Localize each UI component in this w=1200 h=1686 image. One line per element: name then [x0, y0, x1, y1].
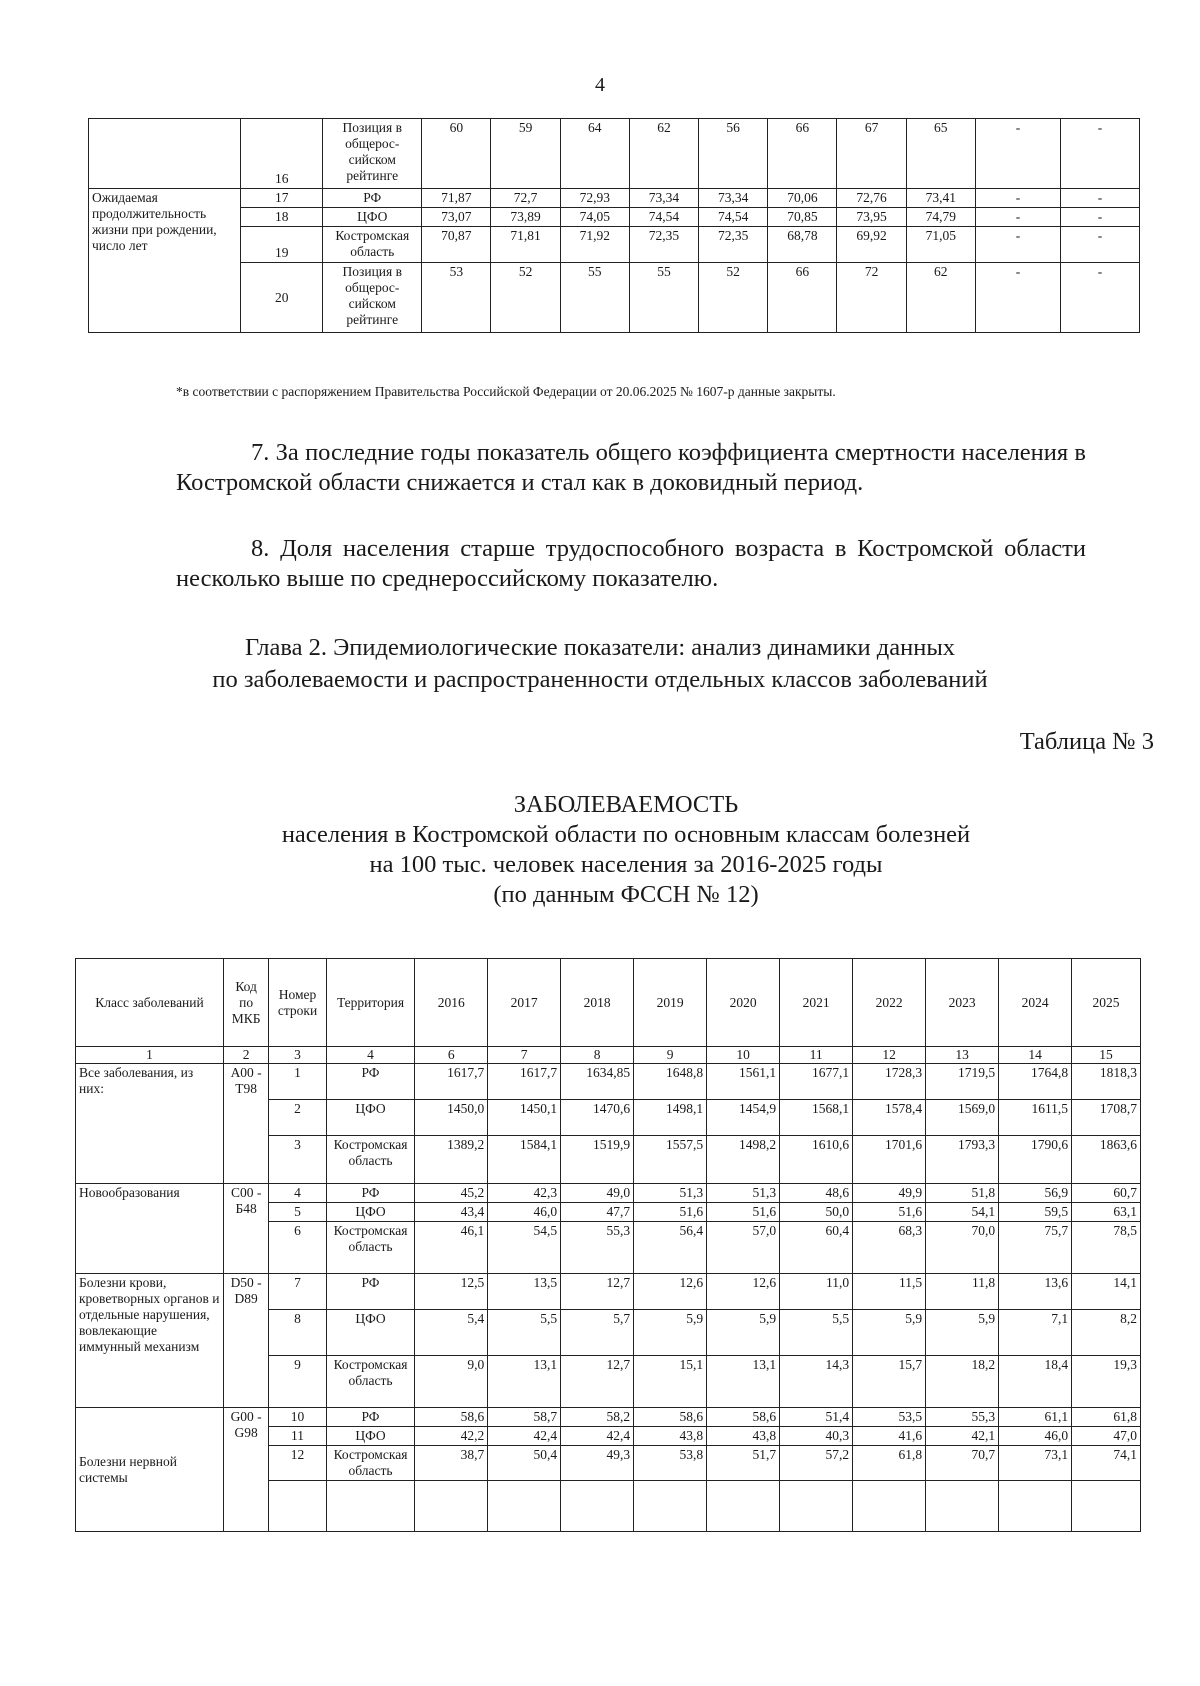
value-cell: 1617,7 [488, 1064, 561, 1100]
value-cell: 63,1 [1072, 1203, 1141, 1222]
table-row [89, 263, 1140, 333]
value-cell: 73,41 [906, 189, 975, 208]
table-row [76, 1184, 1141, 1203]
row-number: 10 [269, 1408, 327, 1427]
value-cell: 51,3 [707, 1184, 780, 1203]
value-cell: 1578,4 [853, 1100, 926, 1136]
column-number: 12 [853, 1047, 926, 1064]
class-cell: Болезни крови, кроветворных органов и отдельные нарушения, вовлекающие иммунный механизм [76, 1274, 224, 1408]
row-number: 2 [269, 1100, 327, 1136]
row-number: 18 [241, 208, 323, 227]
value-cell: 61,8 [853, 1446, 926, 1481]
row-number: 1 [269, 1064, 327, 1100]
column-number: 11 [780, 1047, 853, 1064]
column-number: 9 [634, 1047, 707, 1064]
value-cell: 70,7 [926, 1446, 999, 1481]
value-cell: 1677,1 [780, 1064, 853, 1100]
value-cell: 72,7 [491, 189, 560, 208]
value-cell: 1450,0 [415, 1100, 488, 1136]
value-cell: 1568,1 [780, 1100, 853, 1136]
value-cell: 55 [560, 263, 629, 333]
value-cell: - [975, 227, 1060, 263]
value-cell: 5,5 [780, 1310, 853, 1356]
header-year: 2019 [634, 959, 707, 1047]
column-number: 6 [415, 1047, 488, 1064]
value-cell: 11,5 [853, 1274, 926, 1310]
title-line: населения в Костромской области по основным классам болезней [281, 821, 971, 848]
territory-cell: РФ [326, 1274, 414, 1310]
value-cell: 1617,7 [415, 1064, 488, 1100]
value-cell: 45,2 [415, 1184, 488, 1203]
paragraph-7 [176, 438, 1086, 498]
value-cell: 1584,1 [488, 1136, 561, 1184]
header-row [76, 959, 1141, 1047]
icd-code-cell: G00 - G98 [224, 1408, 269, 1532]
value-cell: 72,35 [629, 227, 698, 263]
value-cell: 8,2 [1072, 1310, 1141, 1356]
value-cell: 47,0 [1072, 1427, 1141, 1446]
value-cell: 57,0 [707, 1222, 780, 1274]
territory-cell: Костромская область [326, 1446, 414, 1481]
morbidity-table [75, 958, 1141, 1532]
value-cell: 1863,6 [1072, 1136, 1141, 1184]
value-cell: 55,3 [561, 1222, 634, 1274]
header-year: 2021 [780, 959, 853, 1047]
value-cell: 74,1 [1072, 1446, 1141, 1481]
value-cell: 49,0 [561, 1184, 634, 1203]
value-cell: - [1061, 227, 1140, 263]
value-cell: 50,4 [488, 1446, 561, 1481]
value-cell: 75,7 [999, 1222, 1072, 1274]
header-year: 2016 [415, 959, 488, 1047]
life-expectancy-table [88, 118, 1140, 333]
value-cell: 47,7 [561, 1203, 634, 1222]
row-number: 3 [269, 1136, 327, 1184]
row-number: 5 [269, 1203, 327, 1222]
value-cell: 55 [629, 263, 698, 333]
value-cell: 73,1 [999, 1446, 1072, 1481]
value-cell: 73,95 [837, 208, 906, 227]
empty-cell [488, 1481, 561, 1532]
row-number: 7 [269, 1274, 327, 1310]
chapter-line: Глава 2. Эпидемиологические показатели: анализ динамики данных [244, 634, 956, 661]
value-cell: 1728,3 [853, 1064, 926, 1100]
territory-cell: Позиция в общероссийском рейтинге [323, 119, 422, 189]
value-cell: 53 [422, 263, 491, 333]
value-cell: 65 [906, 119, 975, 189]
value-cell: 1470,6 [561, 1100, 634, 1136]
column-number: 2 [224, 1047, 269, 1064]
value-cell: 58,6 [634, 1408, 707, 1427]
row-number: 4 [269, 1184, 327, 1203]
territory-cell: Костромская область [323, 227, 422, 263]
value-cell: 18,4 [999, 1356, 1072, 1408]
territory-cell: Костромская область [326, 1356, 414, 1408]
value-cell: 72,76 [837, 189, 906, 208]
value-cell: 5,7 [561, 1310, 634, 1356]
value-cell: 14,1 [1072, 1274, 1141, 1310]
table-row [76, 1064, 1141, 1100]
value-cell: 9,0 [415, 1356, 488, 1408]
territory-cell: ЦФО [326, 1100, 414, 1136]
value-cell: 1569,0 [926, 1100, 999, 1136]
value-cell: 1719,5 [926, 1064, 999, 1100]
header-territory: Территория [326, 959, 414, 1047]
header-year: 2022 [853, 959, 926, 1047]
value-cell: 5,5 [488, 1310, 561, 1356]
row-number: 11 [269, 1427, 327, 1446]
title-line: на 100 тыс. человек населения за 2016-2025 годы [369, 851, 883, 878]
territory-cell: Позиция в общероссийском рейтинге [323, 263, 422, 333]
value-cell: 43,4 [415, 1203, 488, 1222]
value-cell: 1790,6 [999, 1136, 1072, 1184]
territory-cell: ЦФО [326, 1427, 414, 1446]
value-cell: 1519,9 [561, 1136, 634, 1184]
value-cell: 12,6 [634, 1274, 707, 1310]
value-cell: 58,7 [488, 1408, 561, 1427]
value-cell: 62 [906, 263, 975, 333]
value-cell: 15,7 [853, 1356, 926, 1408]
value-cell: 1701,6 [853, 1136, 926, 1184]
column-number: 8 [561, 1047, 634, 1064]
territory-cell: ЦФО [326, 1310, 414, 1356]
value-cell: 74,54 [699, 208, 768, 227]
value-cell: 46,1 [415, 1222, 488, 1274]
territory-cell: РФ [323, 189, 422, 208]
value-cell: 74,54 [629, 208, 698, 227]
value-cell: 12,7 [561, 1274, 634, 1310]
territory-cell: ЦФО [326, 1203, 414, 1222]
empty-cell [707, 1481, 780, 1532]
empty-cell [780, 1481, 853, 1532]
value-cell: 67 [837, 119, 906, 189]
value-cell: 73,89 [491, 208, 560, 227]
table-row [89, 208, 1140, 227]
empty-cell [999, 1481, 1072, 1532]
value-cell: 70,87 [422, 227, 491, 263]
value-cell: 18,2 [926, 1356, 999, 1408]
value-cell: 13,1 [707, 1356, 780, 1408]
territory-cell: ЦФО [323, 208, 422, 227]
value-cell: 15,1 [634, 1356, 707, 1408]
value-cell: 1454,9 [707, 1100, 780, 1136]
value-cell: 73,07 [422, 208, 491, 227]
value-cell: 42,4 [488, 1427, 561, 1446]
group-label: Ожидаемая продолжительность жизни при рождении, число лет [89, 189, 241, 333]
table-row [89, 227, 1140, 263]
value-cell: 19,3 [1072, 1356, 1141, 1408]
value-cell: - [975, 263, 1060, 333]
value-cell: 7,1 [999, 1310, 1072, 1356]
table-title [0, 790, 1200, 910]
value-cell: 72 [837, 263, 906, 333]
value-cell: 1498,1 [634, 1100, 707, 1136]
value-cell: 38,7 [415, 1446, 488, 1481]
value-cell: 70,06 [768, 189, 837, 208]
territory-cell: Костромская область [326, 1136, 414, 1184]
value-cell: 51,3 [634, 1184, 707, 1203]
value-cell: 54,1 [926, 1203, 999, 1222]
value-cell: 5,4 [415, 1310, 488, 1356]
row-number: 8 [269, 1310, 327, 1356]
value-cell: 13,1 [488, 1356, 561, 1408]
chapter-line: по заболеваемости и распространенности отдельных классов заболеваний [212, 666, 988, 693]
paragraph-text: 7. За последние годы показатель общего коэффициента смертности населения в Костромской области снижается и стал как в доковидный период. [176, 439, 1086, 496]
value-cell: 5,9 [853, 1310, 926, 1356]
value-cell: - [975, 208, 1060, 227]
value-cell: 12,7 [561, 1356, 634, 1408]
value-cell: 43,8 [634, 1427, 707, 1446]
icd-code-cell: C00 - Б48 [224, 1184, 269, 1274]
value-cell: 1634,85 [561, 1064, 634, 1100]
header-year: 2018 [561, 959, 634, 1047]
value-cell: 12,6 [707, 1274, 780, 1310]
value-cell: 50,0 [780, 1203, 853, 1222]
value-cell: 57,2 [780, 1446, 853, 1481]
value-cell: 66 [768, 119, 837, 189]
value-cell: 1450,1 [488, 1100, 561, 1136]
row-number: 20 [241, 263, 323, 333]
value-cell: 54,5 [488, 1222, 561, 1274]
value-cell: 49,3 [561, 1446, 634, 1481]
value-cell: 11,8 [926, 1274, 999, 1310]
value-cell: 1818,3 [1072, 1064, 1141, 1100]
empty-cell [853, 1481, 926, 1532]
header-year: 2020 [707, 959, 780, 1047]
value-cell: 68,3 [853, 1222, 926, 1274]
column-number: 7 [488, 1047, 561, 1064]
empty-cell [1072, 1481, 1141, 1532]
chapter-heading [0, 632, 1200, 696]
column-number: 3 [269, 1047, 327, 1064]
icd-code-cell: A00 - T98 [224, 1064, 269, 1184]
page-number: 4 [595, 74, 605, 96]
value-cell: 58,6 [415, 1408, 488, 1427]
table-label: Таблица № 3 [1019, 728, 1154, 755]
value-cell: 51,7 [707, 1446, 780, 1481]
column-number: 4 [326, 1047, 414, 1064]
row-number: 12 [269, 1446, 327, 1481]
value-cell: 71,05 [906, 227, 975, 263]
territory-cell: РФ [326, 1408, 414, 1427]
value-cell: 5,9 [926, 1310, 999, 1356]
empty-cell [326, 1481, 414, 1532]
value-cell: 11,0 [780, 1274, 853, 1310]
value-cell: 71,87 [422, 189, 491, 208]
value-cell: 41,6 [853, 1427, 926, 1446]
territory-cell: Костромская область [326, 1222, 414, 1274]
value-cell: 70,85 [768, 208, 837, 227]
header-year: 2023 [926, 959, 999, 1047]
value-cell: 51,6 [634, 1203, 707, 1222]
header-row-number: Номер строки [269, 959, 327, 1047]
row-number: 9 [269, 1356, 327, 1408]
value-cell: 1389,2 [415, 1136, 488, 1184]
value-cell: 66 [768, 263, 837, 333]
value-cell: 1561,1 [707, 1064, 780, 1100]
value-cell: 14,3 [780, 1356, 853, 1408]
value-cell: 13,5 [488, 1274, 561, 1310]
empty-cell [415, 1481, 488, 1532]
value-cell: 72,35 [699, 227, 768, 263]
value-cell: 46,0 [999, 1427, 1072, 1446]
value-cell: 60,4 [780, 1222, 853, 1274]
value-cell: 59,5 [999, 1203, 1072, 1222]
class-cell: Все заболевания, из них: [76, 1064, 224, 1184]
value-cell: 64 [560, 119, 629, 189]
table-row [89, 119, 1140, 189]
value-cell: 61,8 [1072, 1408, 1141, 1427]
table-body [76, 1064, 1141, 1532]
value-cell: 1611,5 [999, 1100, 1072, 1136]
table-row [76, 1274, 1141, 1310]
value-cell: 55,3 [926, 1408, 999, 1427]
value-cell: 72,93 [560, 189, 629, 208]
value-cell: 53,8 [634, 1446, 707, 1481]
title-line: (по данным ФССН № 12) [493, 881, 759, 908]
header-year: 2017 [488, 959, 561, 1047]
value-cell: 71,81 [491, 227, 560, 263]
value-cell: 69,92 [837, 227, 906, 263]
footnote: *в соответствии с распоряжением Правительства Российской Федерации от 20.06.2025 № 1607-р данные закрыты. [176, 384, 836, 399]
title-line: ЗАБОЛЕВАЕМОСТЬ [513, 791, 739, 818]
value-cell: 43,8 [707, 1427, 780, 1446]
value-cell: 5,9 [707, 1310, 780, 1356]
value-cell: 1648,8 [634, 1064, 707, 1100]
empty-cell [926, 1481, 999, 1532]
table-row [76, 1408, 1141, 1427]
territory-cell: РФ [326, 1064, 414, 1100]
value-cell: 56,9 [999, 1184, 1072, 1203]
value-cell: 1793,3 [926, 1136, 999, 1184]
header-year: 2025 [1072, 959, 1141, 1047]
value-cell: 42,3 [488, 1184, 561, 1203]
value-cell: 48,6 [780, 1184, 853, 1203]
value-cell: 62 [629, 119, 698, 189]
value-cell: 71,92 [560, 227, 629, 263]
value-cell: 70,0 [926, 1222, 999, 1274]
header-code: Код по МКБ [224, 959, 269, 1047]
value-cell: 51,4 [780, 1408, 853, 1427]
empty-cell [269, 1481, 327, 1532]
empty-cell [561, 1481, 634, 1532]
value-cell: 51,6 [707, 1203, 780, 1222]
value-cell: 1708,7 [1072, 1100, 1141, 1136]
value-cell: 42,4 [561, 1427, 634, 1446]
value-cell: 1557,5 [634, 1136, 707, 1184]
value-cell: 1498,2 [707, 1136, 780, 1184]
empty-cell [634, 1481, 707, 1532]
value-cell: 52 [699, 263, 768, 333]
value-cell: 1610,6 [780, 1136, 853, 1184]
value-cell: 78,5 [1072, 1222, 1141, 1274]
value-cell: - [975, 119, 1060, 189]
column-number: 15 [1072, 1047, 1141, 1064]
paragraph-text: 8. Доля населения старше трудоспособного возраста в Костромской области несколько выше по среднероссийскому показателю. [176, 535, 1086, 592]
row-number: 16 [241, 119, 323, 189]
value-cell: - [1061, 208, 1140, 227]
value-cell: 56,4 [634, 1222, 707, 1274]
value-cell: 40,3 [780, 1427, 853, 1446]
value-cell: 1764,8 [999, 1064, 1072, 1100]
value-cell: 73,34 [699, 189, 768, 208]
value-cell: 12,5 [415, 1274, 488, 1310]
column-number: 14 [999, 1047, 1072, 1064]
value-cell: 46,0 [488, 1203, 561, 1222]
value-cell: 74,79 [906, 208, 975, 227]
value-cell: 60 [422, 119, 491, 189]
value-cell: 73,34 [629, 189, 698, 208]
value-cell: 49,9 [853, 1184, 926, 1203]
value-cell: - [1061, 263, 1140, 333]
value-cell: - [1061, 189, 1140, 208]
value-cell: 51,6 [853, 1203, 926, 1222]
value-cell: 56 [699, 119, 768, 189]
column-number: 13 [926, 1047, 999, 1064]
row-number: 17 [241, 189, 323, 208]
territory-cell: РФ [326, 1184, 414, 1203]
value-cell: 58,6 [707, 1408, 780, 1427]
value-cell: - [1061, 119, 1140, 189]
column-number: 10 [707, 1047, 780, 1064]
value-cell: 68,78 [768, 227, 837, 263]
value-cell: 60,7 [1072, 1184, 1141, 1203]
value-cell: 53,5 [853, 1408, 926, 1427]
value-cell: 74,05 [560, 208, 629, 227]
icd-code-cell: D50 - D89 [224, 1274, 269, 1408]
column-number: 1 [76, 1047, 224, 1064]
value-cell: 13,6 [999, 1274, 1072, 1310]
header-year: 2024 [999, 959, 1072, 1047]
header-class: Класс заболеваний [76, 959, 224, 1047]
row-number: 19 [241, 227, 323, 263]
value-cell: - [975, 189, 1060, 208]
column-number-row [76, 1047, 1141, 1064]
class-cell: Болезни нервной системы [76, 1408, 224, 1532]
value-cell: 42,1 [926, 1427, 999, 1446]
class-cell: Новообразования [76, 1184, 224, 1274]
value-cell: 61,1 [999, 1408, 1072, 1427]
table-row [89, 189, 1140, 208]
value-cell: 5,9 [634, 1310, 707, 1356]
value-cell: 58,2 [561, 1408, 634, 1427]
value-cell: 52 [491, 263, 560, 333]
value-cell: 59 [491, 119, 560, 189]
value-cell: 42,2 [415, 1427, 488, 1446]
paragraph-8 [176, 534, 1086, 594]
row-number: 6 [269, 1222, 327, 1274]
value-cell: 51,8 [926, 1184, 999, 1203]
